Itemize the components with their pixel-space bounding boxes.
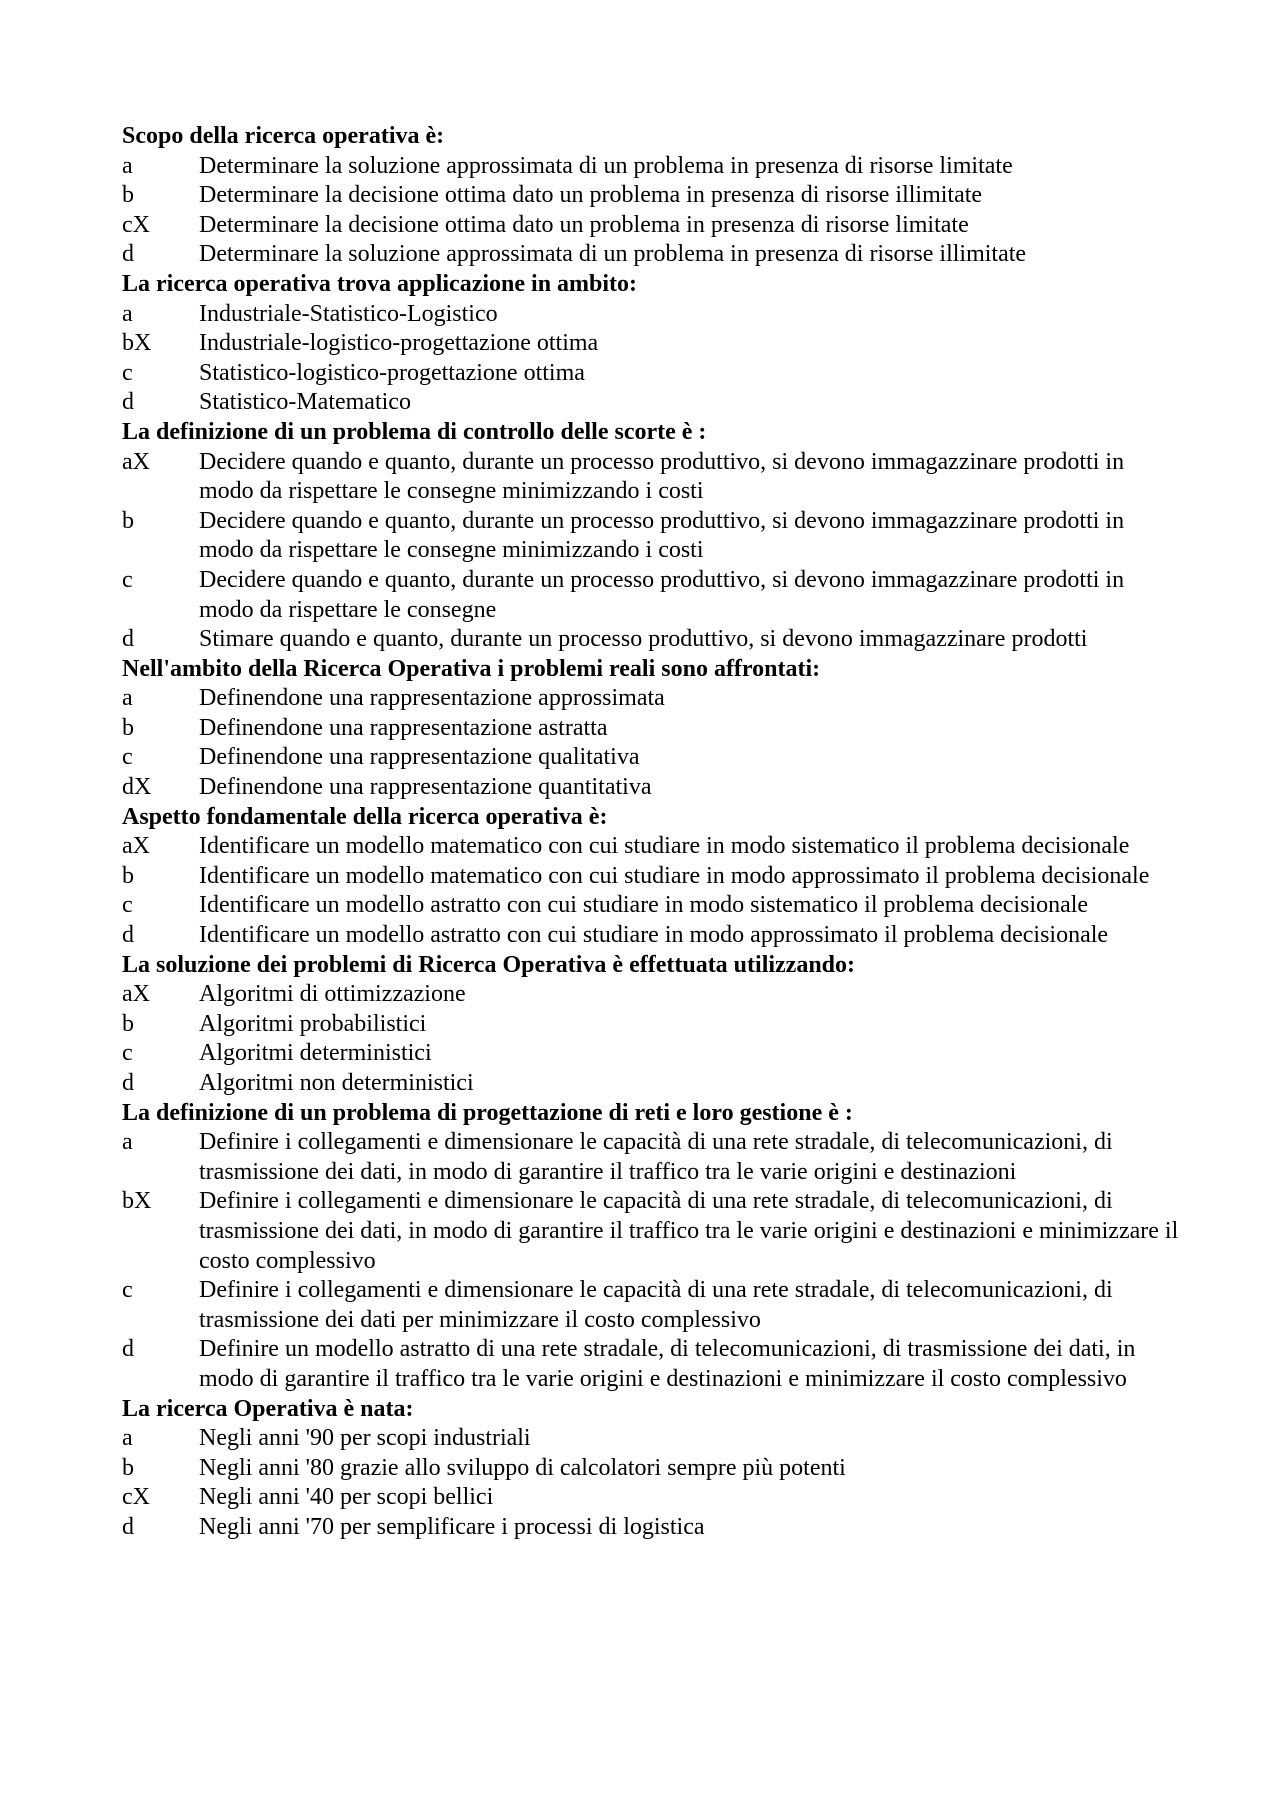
option-letter: a (122, 1425, 133, 1452)
option-text: Decidere quando e quanto, durante un processo produttivo, si devono immagazzinare prodotti in modo da rispettare le consegne minimizzando i costi (199, 507, 1125, 564)
answer-option-correct (122, 448, 1182, 507)
option-text: Definendone una rappresentazione approssimata (199, 685, 665, 712)
option-letter: aX (122, 833, 150, 860)
option-text: Decidere quando e quanto, durante un processo produttivo, si devono immagazzinare prodotti in modo da rispettare le consegne (199, 566, 1125, 623)
option-text: Statistico-Matematico (199, 389, 411, 416)
option-text: Definendone una rappresentazione astratta (199, 714, 608, 741)
answer-option-correct (122, 773, 1182, 803)
option-text: Definendone una rappresentazione qualitativa (199, 744, 640, 771)
option-letter: a (122, 685, 133, 712)
option-text: Identificare un modello matematico con cui studiare in modo approssimato il problema decisionale (199, 862, 1150, 889)
option-letter: c (122, 566, 133, 593)
option-text: Industriale-logistico-progettazione ottima (199, 330, 599, 357)
option-letter: c (122, 1277, 133, 1304)
option-letter: c (122, 744, 133, 771)
question-title: La definizione di un problema di progettazione di reti e loro gestione è : (122, 1099, 853, 1126)
answer-option (122, 359, 1182, 389)
answer-option (122, 921, 1182, 951)
question-title: La soluzione dei problemi di Ricerca Operativa è effettuata utilizzando: (122, 951, 856, 978)
answer-option (122, 1276, 1182, 1335)
answer-option (122, 714, 1182, 744)
answer-option (122, 1039, 1182, 1069)
option-letter: bX (122, 1188, 152, 1215)
option-letter: dX (122, 774, 152, 801)
question-title: La ricerca Operativa è nata: (122, 1395, 414, 1422)
option-text: Determinare la decisione ottima dato un problema in presenza di risorse illimitate (199, 182, 983, 209)
answer-option (122, 181, 1182, 211)
answer-option-correct (122, 1483, 1182, 1513)
option-letter: a (122, 152, 133, 179)
option-text: Definire i collegamenti e dimensionare le capacità di una rete stradale, di telecomunicazioni, di trasmissione dei dati, in modo di garantire il traffico tra le varie origini e destinazioni e minimizzare il costo complessivo (199, 1188, 1179, 1274)
answer-option (122, 566, 1182, 625)
option-letter: a (122, 300, 133, 327)
option-text: Definire un modello astratto di una rete stradale, di telecomunicazioni, di trasmissione dei dati, in modo di garantire il traffico tra le varie origini e destinazioni e minimizzare il costo complessivo (199, 1336, 1136, 1392)
option-letter: cX (122, 211, 150, 238)
option-letter: c (122, 359, 133, 386)
question-title: La definizione di un problema di controllo delle scorte è : (122, 418, 707, 445)
option-text: Algoritmi di ottimizzazione (199, 981, 466, 1008)
option-letter: cX (122, 1484, 150, 1511)
option-text: Algoritmi deterministici (199, 1040, 432, 1067)
option-text: Identificare un modello astratto con cui studiare in modo sistematico il problema decisionale (199, 892, 1089, 919)
option-text: Stimare quando e quanto, durante un processo produttivo, si devono immagazzinare prodotti (199, 626, 1088, 653)
option-text: Determinare la soluzione approssimata di un problema in presenza di risorse limitate (199, 152, 1013, 179)
option-letter: d (122, 1513, 134, 1540)
option-text: Negli anni '70 per semplificare i processi di logistica (199, 1513, 705, 1540)
option-text: Negli anni '90 per scopi industriali (199, 1425, 531, 1452)
option-text: Identificare un modello astratto con cui studiare in modo approssimato il problema decisionale (199, 922, 1109, 949)
option-text: Algoritmi probabilistici (199, 1010, 427, 1037)
answer-option-correct (122, 1187, 1182, 1276)
document-page (122, 122, 1182, 1543)
answer-option (122, 300, 1182, 330)
question-block (122, 1099, 1182, 1395)
option-text: Negli anni '80 grazie allo sviluppo di calcolatori sempre più potenti (199, 1454, 846, 1481)
answer-option (122, 388, 1182, 418)
answer-option (122, 625, 1182, 655)
option-text: Industriale-Statistico-Logistico (199, 300, 498, 327)
answer-option (122, 1424, 1182, 1454)
answer-option (122, 1128, 1182, 1187)
option-letter: d (122, 922, 134, 949)
option-text: Determinare la soluzione approssimata di un problema in presenza di risorse illimitate (199, 241, 1027, 268)
option-text: Decidere quando e quanto, durante un processo produttivo, si devono immagazzinare prodotti in modo da rispettare le consegne minimizzando i costi (199, 448, 1125, 505)
option-letter: bX (122, 330, 152, 357)
option-letter: aX (122, 981, 150, 1008)
option-letter: d (122, 626, 134, 653)
question-block (122, 270, 1182, 418)
option-letter: a (122, 1129, 133, 1156)
option-letter: aX (122, 448, 150, 475)
answer-option (122, 1010, 1182, 1040)
option-text: Negli anni '40 per scopi bellici (199, 1484, 494, 1511)
option-text: Definire i collegamenti e dimensionare le capacità di una rete stradale, di telecomunicazioni, di trasmissione dei dati per minimizzare il costo complessivo (199, 1277, 1113, 1333)
answer-option (122, 1513, 1182, 1543)
answer-option (122, 862, 1182, 892)
option-text: Definendone una rappresentazione quantitativa (199, 774, 652, 801)
answer-option-correct (122, 211, 1182, 241)
option-letter: d (122, 1336, 134, 1363)
answer-option (122, 507, 1182, 566)
option-text: Identificare un modello matematico con cui studiare in modo sistematico il problema decisionale (199, 833, 1130, 860)
question-block (122, 655, 1182, 803)
option-letter: b (122, 182, 134, 209)
answer-option-correct (122, 980, 1182, 1010)
question-block (122, 122, 1182, 270)
answer-option (122, 1069, 1182, 1099)
option-letter: b (122, 507, 134, 534)
option-letter: b (122, 1454, 134, 1481)
option-text: Definire i collegamenti e dimensionare le capacità di una rete stradale, di telecomunicazioni, di trasmissione dei dati, in modo di garantire il traffico tra le varie origini e destinazioni (199, 1129, 1113, 1185)
question-block (122, 803, 1182, 951)
answer-option (122, 684, 1182, 714)
answer-option (122, 1454, 1182, 1484)
answer-option-correct (122, 329, 1182, 359)
question-block (122, 951, 1182, 1099)
option-letter: d (122, 241, 134, 268)
option-letter: b (122, 1010, 134, 1037)
question-block (122, 1395, 1182, 1543)
option-letter: b (122, 714, 134, 741)
question-block (122, 418, 1182, 655)
option-text: Algoritmi non deterministici (199, 1070, 474, 1096)
option-letter: c (122, 892, 133, 919)
question-title: Scopo della ricerca operativa è: (122, 123, 445, 149)
answer-option (122, 240, 1182, 270)
answer-option (122, 891, 1182, 921)
answer-option-correct (122, 832, 1182, 862)
option-letter: d (122, 389, 134, 416)
answer-option (122, 743, 1182, 773)
option-letter: d (122, 1070, 134, 1096)
question-title: La ricerca operativa trova applicazione in ambito: (122, 270, 638, 297)
answer-option (122, 1335, 1182, 1394)
option-text: Determinare la decisione ottima dato un problema in presenza di risorse limitate (199, 211, 969, 238)
answer-option (122, 152, 1182, 182)
option-letter: b (122, 862, 134, 889)
question-title: Nell'ambito della Ricerca Operativa i problemi reali sono affrontati: (122, 655, 821, 682)
option-letter: c (122, 1040, 133, 1067)
question-title: Aspetto fondamentale della ricerca operativa è: (122, 803, 608, 830)
option-text: Statistico-logistico-progettazione ottima (199, 359, 585, 386)
